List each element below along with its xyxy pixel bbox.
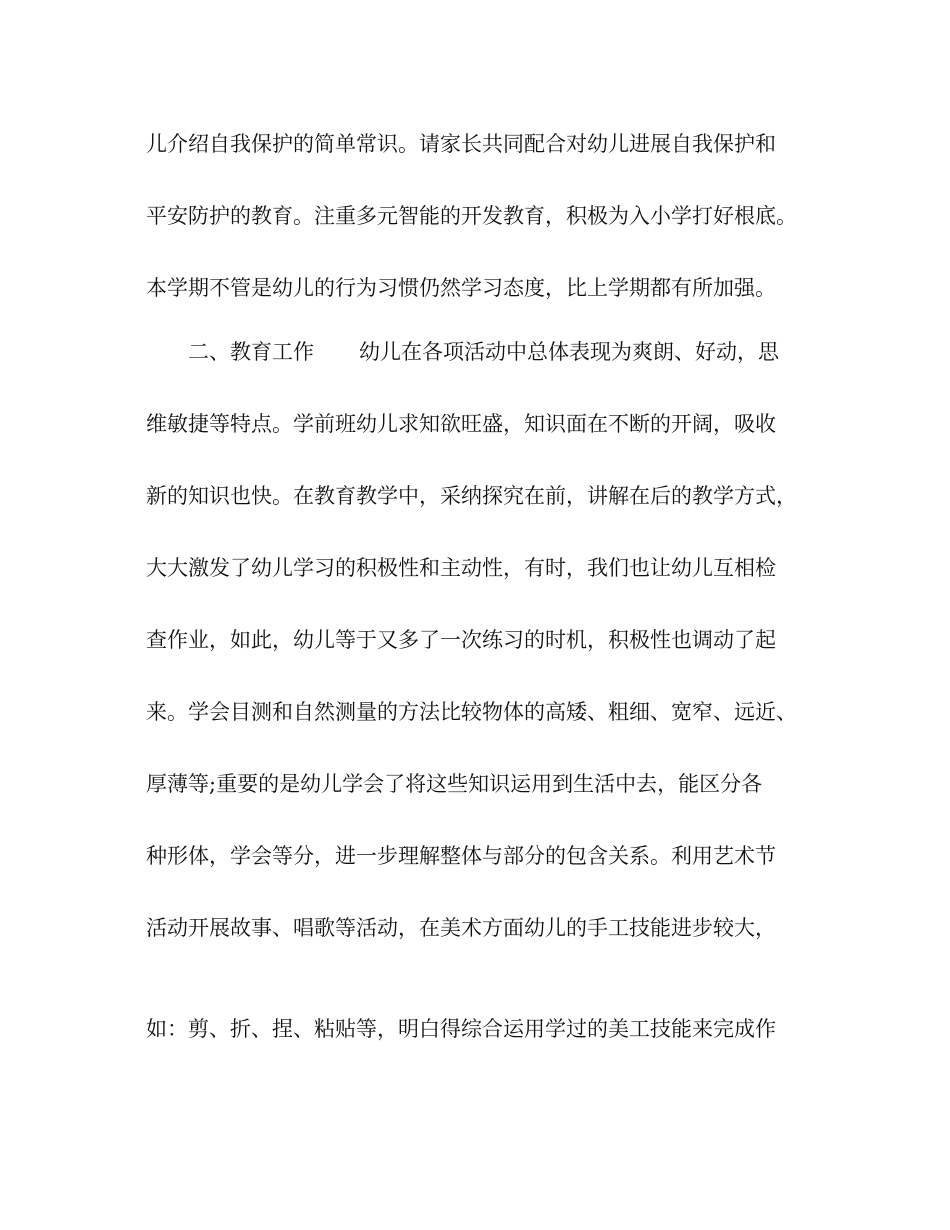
paragraph-line: 如：剪、折、捏、粘贴等，明白得综合运用学过的美工技能来完成作: [146, 1017, 776, 1041]
paragraph-line: 厚薄等;重要的是幼儿学会了将这些知识运用到生活中去，能区分各: [146, 772, 763, 796]
paragraph-line: 活动开展故事、唱歌等活动，在美术方面幼儿的手工技能进步较大，: [146, 916, 776, 940]
paragraph-line: 查作业，如此，幼儿等于又多了一次练习的时机，积极性也调动了起: [146, 628, 776, 652]
paragraph-line: 平安防护的教育。注重多元智能的开发教育，积极为入小学打好根底。: [146, 204, 797, 228]
paragraph-line: 儿介绍自我保护的简单常识。请家长共同配合对幼儿进展自我保护和: [146, 132, 776, 156]
section-heading: 二、教育工作: [188, 340, 314, 364]
paragraph-line: 新的知识也快。在教育教学中，采纳探究在前，讲解在后的教学方式，: [146, 484, 797, 508]
section-heading-line: [188, 337, 779, 367]
paragraph-line: 维敏捷等特点。学前班幼儿求知欲旺盛，知识面在不断的开阔，吸收: [146, 412, 776, 436]
paragraph-line: 种形体，学会等分，进一步理解整体与部分的包含关系。利用艺术节: [146, 844, 776, 868]
paragraph-line: 大大激发了幼儿学习的积极性和主动性，有时，我们也让幼儿互相检: [146, 556, 776, 580]
paragraph-line: 本学期不管是幼儿的行为习惯仍然学习态度，比上学期都有所加强。: [146, 276, 776, 300]
paragraph-line: 来。学会目测和自然测量的方法比较物体的高矮、粗细、宽窄、远近、: [146, 700, 797, 724]
section-first-line: 幼儿在各项活动中总体表现为爽朗、好动，思: [359, 340, 779, 364]
